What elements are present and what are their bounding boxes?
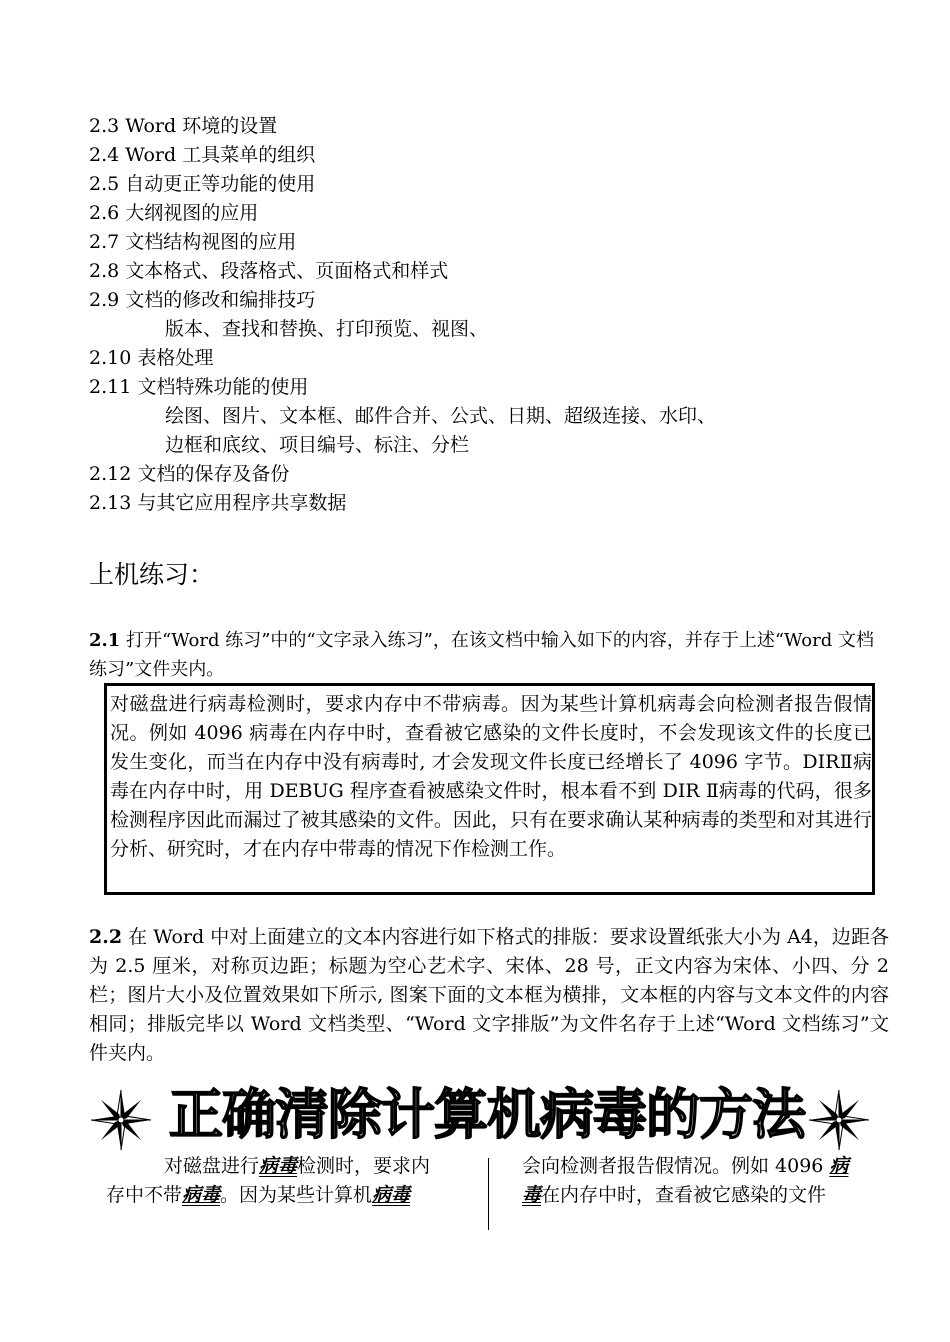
toc-item: 2.9 文档的修改和编排技巧 xyxy=(89,289,316,311)
keyword-emphasis: 病 xyxy=(829,1155,849,1177)
toc-item: 2.7 文档结构视图的应用 xyxy=(89,231,297,253)
column-divider xyxy=(488,1158,489,1230)
compass-star-icon xyxy=(807,1088,871,1152)
toc-subitem: 边框和底纹、项目编号、标注、分栏 xyxy=(165,434,470,456)
toc-item: 2.10 表格处理 xyxy=(89,347,214,369)
text-run: 。因为某些计算机 xyxy=(220,1184,373,1206)
section-heading: 上机练习： xyxy=(89,560,215,589)
toc-item: 2.6 大纲视图的应用 xyxy=(89,202,259,224)
word-art-banner xyxy=(89,1083,889,1154)
table-of-contents xyxy=(89,112,889,518)
column-line xyxy=(106,1181,476,1210)
exercise-1 xyxy=(89,626,889,684)
column-line xyxy=(522,1181,892,1210)
keyword-emphasis: 病毒 xyxy=(259,1155,298,1177)
exercise-text: 在 Word 中对上面建立的文本内容进行如下格式的排版：要求设置纸张大小为 A4，边距各为 2.5 厘米，对称页边距；标题为空心艺术字、宋体、28 号，正文内容为宋体、小四、分 2 栏；图片大小及位置效果如下所示, 图案下面的文本框为横排，文本框的内容与文本文件的内容相同；排版完毕以 Word 文档类型、“Word 文字排版”为文件名存于上述“Word 文档练习”文件夹内。 xyxy=(89,926,889,1064)
banner-title: 正确清除计算机病毒的方法 xyxy=(169,1083,805,1146)
toc-subitem: 版本、查找和替换、打印预览、视图、 xyxy=(165,318,489,340)
toc-item: 2.11 文档特殊功能的使用 xyxy=(89,376,309,398)
text-box-content: 对磁盘进行病毒检测时，要求内存中不带病毒。因为某些计算机病毒会向检测者报告假情况。例如 4096 病毒在内存中时，查看被它感染的文件长度时，不会发现该文件的长度已发生变化，而当在内存中没有病毒时, 才会发现文件长度已经增长了 4096 字节。DIRⅡ病毒在内存中时，用 DEBUG 程序查看被感染文件时，根本看不到 DIR Ⅱ病毒的代码，很多检测程序因此而漏过了被其感染的文件。因此，只有在要求确认某种病毒的类型和对其进行分析、研究时，才在内存中带毒的情况下作检测工作。 xyxy=(110,693,872,860)
column-left xyxy=(106,1152,476,1210)
keyword-emphasis: 病毒 xyxy=(182,1184,221,1206)
toc-item: 2.12 文档的保存及备份 xyxy=(89,463,290,485)
text-run: 检测时，要求内 xyxy=(297,1155,431,1177)
exercise-number: 2.1 xyxy=(89,630,121,651)
compass-star-icon xyxy=(89,1088,153,1152)
text-run: 会向检测者报告假情况。例如 4096 xyxy=(522,1155,830,1177)
toc-subitem: 绘图、图片、文本框、邮件合并、公式、日期、超级连接、水印、 xyxy=(165,405,717,427)
toc-item: 2.3 Word 环境的设置 xyxy=(89,115,278,137)
text-run: 在内存中时，查看被它感染的文件 xyxy=(541,1184,827,1206)
text-run: 对磁盘进行 xyxy=(164,1155,260,1177)
keyword-emphasis: 病毒 xyxy=(372,1184,411,1206)
bordered-text-box xyxy=(104,683,875,895)
toc-item: 2.5 自动更正等功能的使用 xyxy=(89,173,316,195)
text-run: 存中不带 xyxy=(106,1184,183,1206)
keyword-emphasis: 毒 xyxy=(522,1184,542,1206)
exercise-2 xyxy=(89,923,889,1068)
toc-item: 2.4 Word 工具菜单的组织 xyxy=(89,144,316,166)
column-right xyxy=(522,1152,892,1210)
column-line xyxy=(522,1152,892,1181)
toc-item: 2.13 与其它应用程序共享数据 xyxy=(89,492,347,514)
toc-item: 2.8 文本格式、段落格式、页面格式和样式 xyxy=(89,260,449,282)
exercise-text: 打开“Word 练习”中的“文字录入练习”，在该文档中输入如下的内容，并存于上述“Word 文档练习”文件夹内。 xyxy=(89,630,874,680)
column-line xyxy=(106,1152,476,1181)
exercise-number: 2.2 xyxy=(89,926,123,948)
